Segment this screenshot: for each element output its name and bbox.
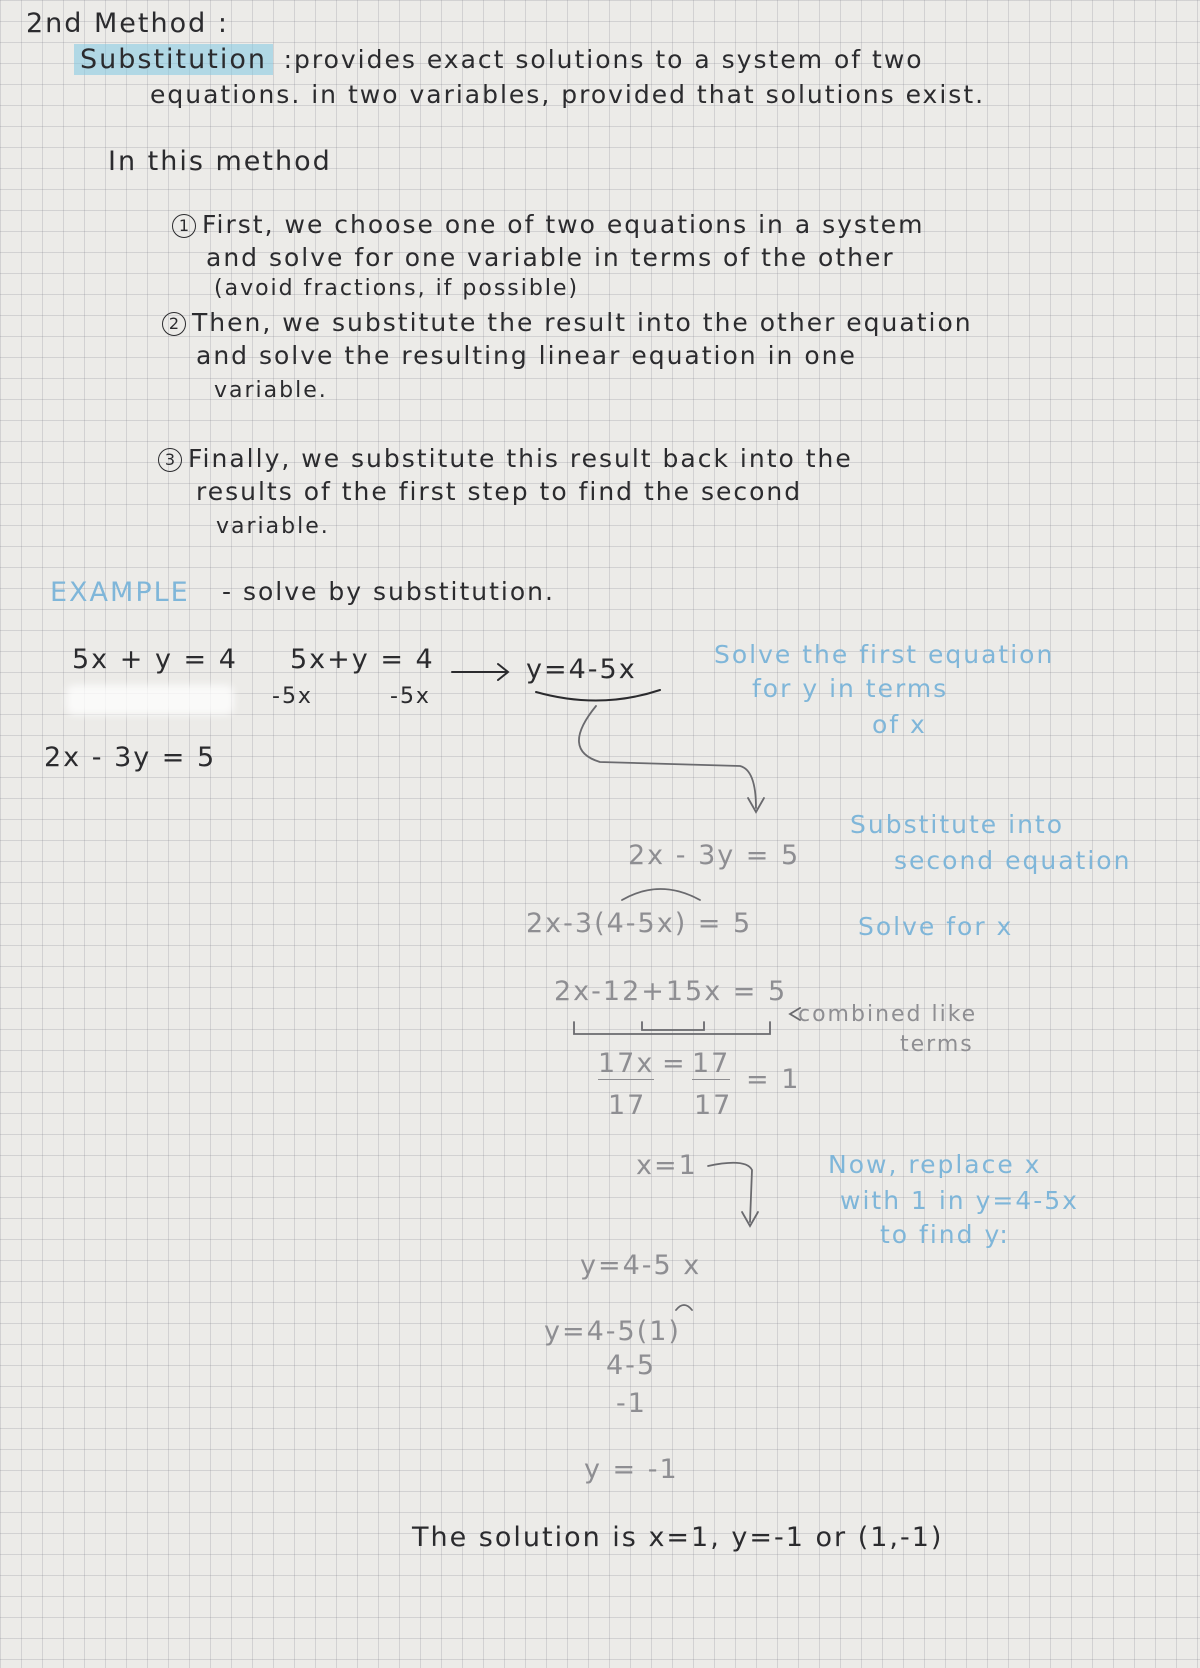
definition-line-2: equations. in two variables, provided that solutions exist. [150, 80, 986, 109]
note-solve-x: Solve for x [858, 912, 1014, 941]
note-combined-1: combined like [798, 1002, 978, 1027]
substitute-arc [622, 889, 700, 900]
combined-brace [790, 1008, 800, 1020]
fraction-denominator-left: 17 [608, 1090, 647, 1121]
equation-2: 2x - 3y = 5 [44, 742, 217, 773]
distributed-expression: 2x-12+15x = 5 [554, 976, 788, 1007]
note-solve-first-1: Solve the first equation [714, 640, 1055, 669]
example-prompt: - solve by substitution. [222, 577, 555, 606]
step-line: and solve for one variable in terms of the other [206, 243, 895, 272]
note-solve-first-2: for y in terms [752, 674, 949, 703]
substitute-equation: 2x - 3y = 5 [628, 840, 801, 871]
result-bracket [536, 690, 660, 701]
definition-text-1: :provides exact solutions to a system of two [283, 45, 924, 74]
y-equation: y=4-5 x [580, 1250, 702, 1281]
note-replace-1: Now, replace x [828, 1150, 1042, 1179]
isolate-subtract-left: -5x [272, 684, 313, 709]
fraction-result: = 1 [746, 1064, 801, 1095]
fraction-denominator-right: 17 [694, 1090, 733, 1121]
note-replace-3: to find y: [880, 1220, 1010, 1249]
substitute-arrow [579, 706, 764, 812]
combine-brackets [574, 1022, 770, 1034]
fraction-equals: = [662, 1048, 687, 1079]
isolate-arrow [452, 664, 508, 680]
replace-arrow [708, 1163, 758, 1226]
step-number: 1 [172, 214, 196, 238]
note-substitute-2: second equation [894, 846, 1132, 875]
step-line: (avoid fractions, if possible) [214, 276, 580, 301]
solution-statement: The solution is x=1, y=-1 or (1,-1) [412, 1522, 944, 1553]
step-line: Then, we substitute the result into the other equation [192, 308, 973, 337]
step-line: First, we choose one of two equations in a system [202, 210, 925, 239]
intro-text: In this method [108, 146, 332, 177]
y-sub-arc [676, 1305, 692, 1310]
substituted-expression: 2x-3(4-5x) = 5 [526, 908, 753, 939]
isolated-result: y=4-5x [526, 654, 637, 685]
term-highlight: Substitution [74, 44, 273, 75]
equation-1: 5x + y = 4 [72, 644, 238, 675]
y-step-2: -1 [616, 1388, 647, 1419]
fraction-numerator-right: 17 [692, 1048, 731, 1079]
step-number: 3 [158, 448, 182, 472]
note-solve-first-3: of x [872, 710, 927, 739]
step-number: 2 [162, 312, 186, 336]
isolate-subtract-right: -5x [390, 684, 431, 709]
fraction-numerator-left: 17x [598, 1048, 655, 1079]
step-line: variable. [216, 514, 330, 539]
step-line: variable. [214, 378, 328, 403]
step-line: Finally, we substitute this result back into the [188, 444, 853, 473]
example-label: EXAMPLE [50, 577, 190, 608]
note-substitute-1: Substitute into [850, 810, 1065, 839]
step-line: results of the first step to find the second [196, 477, 803, 506]
x-result: x=1 [636, 1150, 698, 1181]
note-replace-2: with 1 in y=4-5x [840, 1186, 1079, 1215]
note-combined-2: terms [900, 1032, 974, 1057]
y-step-1: 4-5 [606, 1350, 657, 1381]
step-line: and solve the resulting linear equation in one [196, 341, 857, 370]
y-substituted: y=4-5(1) [544, 1316, 681, 1347]
y-result: y = -1 [584, 1454, 679, 1485]
method-title: 2nd Method : [26, 8, 229, 39]
isolate-top: 5x+y = 4 [290, 644, 435, 675]
